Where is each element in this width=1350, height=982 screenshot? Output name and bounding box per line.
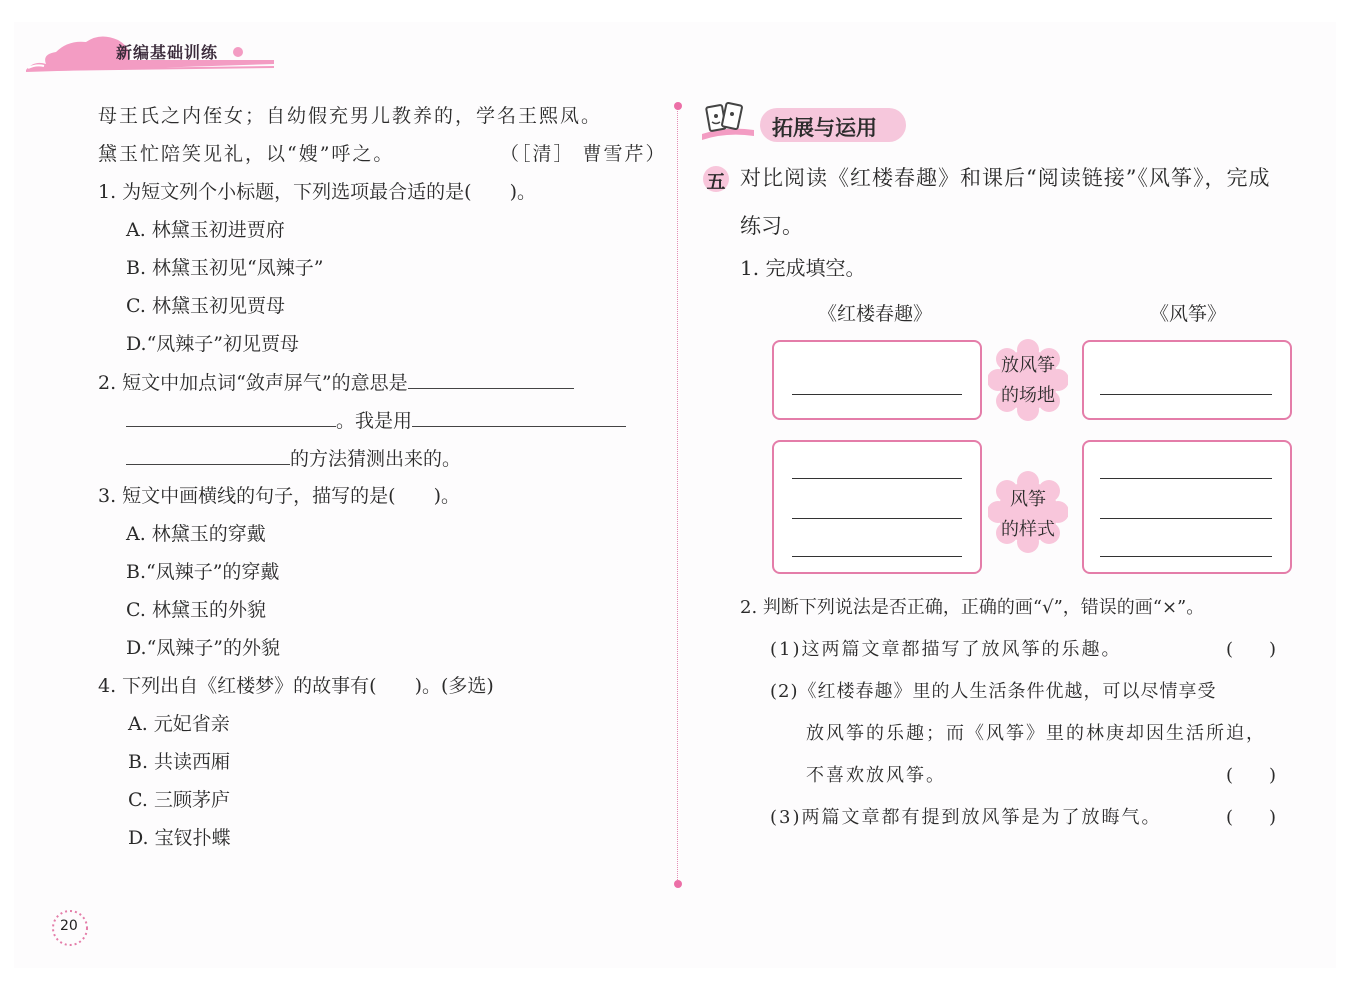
section-number: 五 bbox=[706, 171, 726, 193]
judgement-3: (3)两篇文章都有提到放风筝是为了放晦气。 bbox=[770, 807, 1162, 828]
q2-blank-3[interactable] bbox=[412, 408, 626, 427]
judgement-2-answer[interactable]: ( ) bbox=[1226, 765, 1277, 786]
box-right-site[interactable] bbox=[1082, 340, 1292, 420]
row-1-label-line-2: 的场地 bbox=[1001, 385, 1055, 406]
passage-line-2: 黛玉忙陪笑见礼，以“嫂”呼之。 bbox=[98, 143, 395, 165]
task-2-title: 2. 判断下列说法是否正确，正确的画“√”，错误的画“×”。 bbox=[740, 597, 1205, 618]
blank-left-site[interactable] bbox=[792, 394, 962, 395]
column-divider bbox=[677, 106, 678, 886]
box-left-style[interactable] bbox=[772, 440, 982, 574]
row-1-label-line-1: 放风筝 bbox=[1001, 355, 1055, 376]
blank-left-style-2[interactable] bbox=[792, 518, 962, 519]
q1-option-d[interactable]: D.“凤辣子”初见贾母 bbox=[126, 333, 300, 355]
judgement-2-line-2: 放风筝的乐趣；而《风筝》里的林庚却因生活所迫， bbox=[806, 723, 1266, 744]
q2-mid: 。我是用 bbox=[336, 410, 413, 432]
blank-right-style-2[interactable] bbox=[1100, 518, 1272, 519]
blank-right-site[interactable] bbox=[1100, 394, 1272, 395]
row-2-label-line-2: 的样式 bbox=[1001, 519, 1055, 540]
blank-right-style-3[interactable] bbox=[1100, 556, 1272, 557]
section-title: 拓展与运用 bbox=[772, 116, 877, 140]
section-intro-2: 练习。 bbox=[740, 214, 803, 238]
judgement-2-line-3: 不喜欢放风筝。 bbox=[806, 765, 946, 786]
section-intro-1: 对比阅读《红楼春趣》和课后“阅读链接”《风筝》，完成 bbox=[740, 166, 1271, 190]
divider-dot-top bbox=[674, 102, 682, 110]
q4-option-c[interactable]: C. 三顾茅庐 bbox=[128, 789, 230, 811]
q1-option-a[interactable]: A. 林黛玉初进贾府 bbox=[126, 219, 285, 241]
q4-option-b[interactable]: B. 共读西厢 bbox=[128, 751, 231, 773]
judgement-1-answer[interactable]: ( ) bbox=[1226, 639, 1277, 660]
q3-option-c[interactable]: C. 林黛玉的外貌 bbox=[126, 599, 266, 621]
passage-line-1: 母王氏之内侄女；自幼假充男儿教养的，学名王熙凤。 bbox=[98, 105, 603, 127]
q3-option-d[interactable]: D.“凤辣子”的外貌 bbox=[126, 637, 281, 659]
q4-stem: 4. 下列出自《红楼梦》的故事有( )。(多选) bbox=[98, 675, 494, 697]
q2-blank-4[interactable] bbox=[126, 446, 290, 465]
divider-dot-bottom bbox=[674, 880, 682, 888]
judgement-3-answer[interactable]: ( ) bbox=[1226, 807, 1277, 828]
q1-stem: 1. 为短文列个小标题，下列选项最合适的是( )。 bbox=[98, 181, 536, 203]
q3-option-a[interactable]: A. 林黛玉的穿戴 bbox=[126, 523, 266, 545]
q2-blank-1[interactable] bbox=[408, 370, 574, 389]
col-right-title: 《风筝》 bbox=[1150, 303, 1227, 325]
q4-option-d[interactable]: D. 宝钗扑蝶 bbox=[128, 827, 231, 849]
books-icon bbox=[698, 100, 756, 142]
judgement-1: (1)这两篇文章都描写了放风筝的乐趣。 bbox=[770, 639, 1122, 660]
row-2-label-line-1: 风筝 bbox=[1010, 489, 1046, 510]
blank-left-style-1[interactable] bbox=[792, 478, 962, 479]
q2-stem: 2. 短文中加点词“敛声屏气”的意思是 bbox=[98, 372, 408, 394]
passage-source: （［清］ 曹雪芹） bbox=[500, 143, 667, 165]
q3-stem: 3. 短文中画横线的句子，描写的是( )。 bbox=[98, 485, 460, 507]
blank-right-style-1[interactable] bbox=[1100, 478, 1272, 479]
q2-end: 的方法猜测出来的。 bbox=[290, 448, 462, 470]
header-title: 新编基础训练 bbox=[116, 43, 219, 62]
q4-option-a[interactable]: A. 元妃省亲 bbox=[128, 713, 230, 735]
q3-option-b[interactable]: B.“凤辣子”的穿戴 bbox=[126, 561, 280, 583]
box-right-style[interactable] bbox=[1082, 440, 1292, 574]
q1-option-c[interactable]: C. 林黛玉初见贾母 bbox=[126, 295, 285, 317]
q1-option-b[interactable]: B. 林黛玉初见“凤辣子” bbox=[126, 257, 324, 279]
box-left-site[interactable] bbox=[772, 340, 982, 420]
page-number: 20 bbox=[60, 918, 78, 934]
task-1-title: 1. 完成填空。 bbox=[740, 256, 866, 280]
judgement-2-line-1: (2)《红楼春趣》里的人生活条件优越，可以尽情享受 bbox=[770, 681, 1217, 702]
blank-left-style-3[interactable] bbox=[792, 556, 962, 557]
col-left-title: 《红楼春趣》 bbox=[818, 303, 933, 325]
q2-blank-2[interactable] bbox=[126, 408, 336, 427]
